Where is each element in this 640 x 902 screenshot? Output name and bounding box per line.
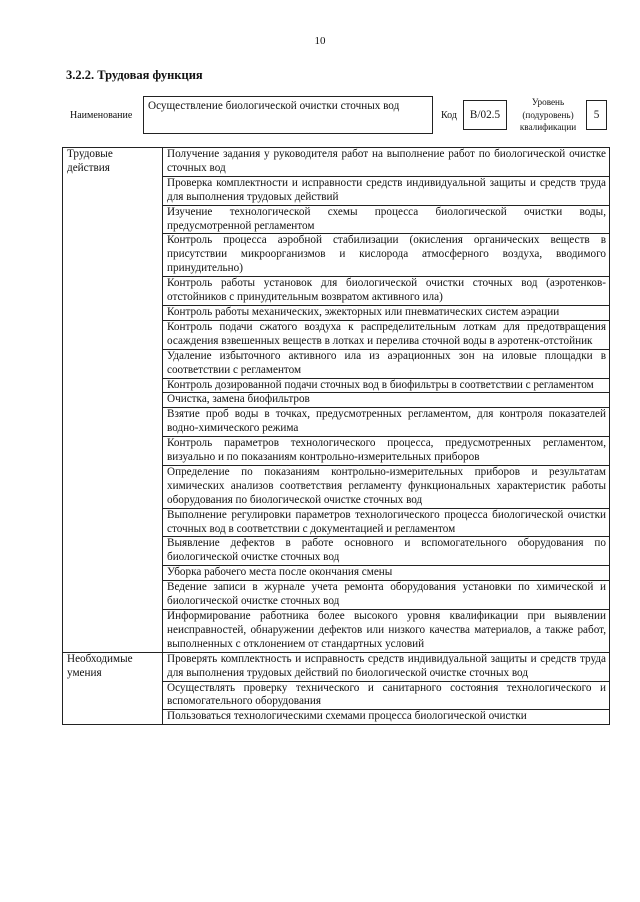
item-cell: Информирование работника более высокого уровня квалификации при выявлении неисправностей, обнаружении дефектов или низкого качества материалов, а также работ, выполненных с отклонением от стандартных условий [163,610,610,653]
item-cell: Проверять комплектность и исправность средств индивидуальной защиты и средств труда для выполнения трудовых действий по биологической очистке сточных вод [163,652,610,681]
table-row [63,652,610,681]
item-cell: Очистка, замена биофильтров [163,393,610,408]
item-cell: Контроль работы установок для биологической очистки сточных вод (аэротенков-отстойников с принудительным возвратом активного ила) [163,277,610,306]
item-cell: Выявление дефектов в работе основного и вспомогательного оборудования по биологической очистке сточных вод [163,537,610,566]
level-label [512,96,584,134]
category-label: Необходимые [67,652,133,665]
function-name-value: Осуществление биологической очистки сточных вод [148,100,400,112]
labor-function-table [62,147,610,725]
code-value: B/02.5 [469,109,501,121]
item-cell: Изучение технологической схемы процесса биологической очистки воды, предусмотренной регламентом [163,205,610,234]
page-number: 10 [314,35,326,47]
item-cell: Получение задания у руководителя работ на выполнение работ по биологической очистке сточных вод [163,148,610,177]
item-cell: Контроль дозированной подачи сточных вод в биофильтры в соответствии с регламентом [163,378,610,393]
category-cell [63,652,163,725]
item-cell: Контроль параметров технологического процесса, предусмотренных регламентом, визуально и по показаниям контрольно-измерительных приборов [163,437,610,466]
item-cell: Ведение записи в журнале учета ремонта оборудования установки по химической и биологической очистке сточных вод [163,581,610,610]
item-cell: Пользоваться технологическими схемами процесса биологической очистки [163,710,610,725]
function-name-box [143,96,433,134]
level-box [586,100,607,130]
item-cell: Контроль работы механических, эжекторных или пневматических систем аэрации [163,305,610,320]
category-label: Трудовые [67,148,113,160]
code-label: Код [441,110,457,121]
item-cell: Выполнение регулировки параметров технологического процесса биологической очистки сточных вод в соответствии с документацией и регламентом [163,508,610,537]
item-cell: Осуществлять проверку технического и санитарного состояния технологического и вспомогательного оборудования [163,681,610,710]
category-cell [63,148,163,653]
name-label: Наименование [70,110,133,121]
category-label: умения [67,666,102,679]
item-cell: Контроль процесса аэробной стабилизации (окисления органических веществ в присутствии микроорганизмов и кислорода атмосферного воздуха, вводимого принудительно) [163,234,610,277]
item-cell: Определение по показаниям контрольно-измерительных приборов и результатам химических анализов соответствия регламенту функциональных характеристик работы оборудования по биологической очистке сточных вод [163,465,610,508]
level-label-line1: Уровень [531,97,565,107]
level-value: 5 [593,109,600,121]
level-label-line3: квалификации [519,122,577,132]
function-header [66,96,616,136]
item-cell: Удаление избыточного активного ила из аэрационных зон на иловые площадки в соответствии с регламентом [163,349,610,378]
section-title: 3.2.2. Трудовая функция [66,68,203,82]
code-box [463,100,507,130]
item-cell: Проверка комплектности и исправности средств индивидуальной защиты и средств труда для выполнения трудовых действий [163,176,610,205]
item-cell: Взятие проб воды в точках, предусмотренных регламентом, для контроля показателей водно-химического режима [163,408,610,437]
item-cell: Контроль подачи сжатого воздуха к распределительным лоткам для предотвращения осаждения взвешенных веществ в лотках и перелива сточной воды в аэротенк-отстойник [163,320,610,349]
level-label-line2: (подуровень) [522,109,574,120]
category-label: действия [67,161,110,174]
item-cell: Уборка рабочего места после окончания смены [163,566,610,581]
table-row [63,148,610,177]
